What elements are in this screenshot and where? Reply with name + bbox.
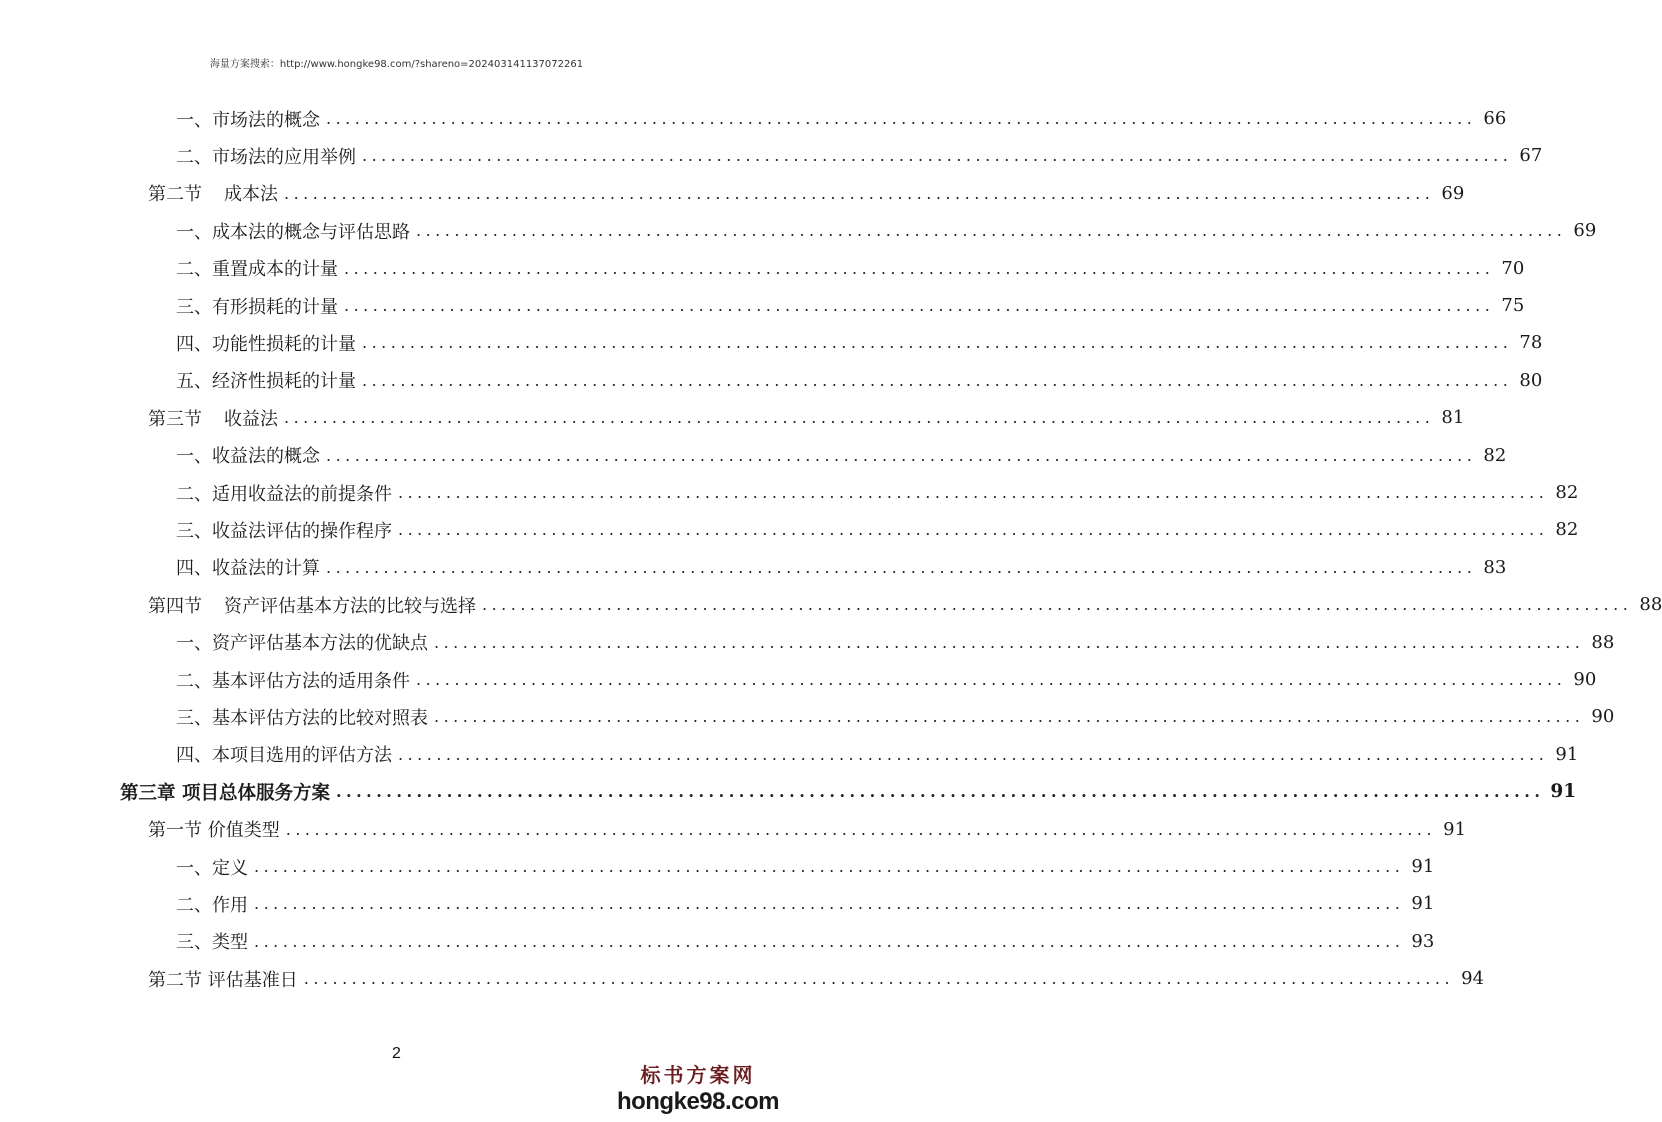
- toc-page-number: 94: [1461, 968, 1485, 990]
- toc-entry[interactable]: [176, 511, 1579, 548]
- toc-entry-title: [148, 592, 480, 618]
- toc-page-number: 90: [1591, 706, 1615, 728]
- toc-entry[interactable]: [176, 698, 1615, 735]
- toc-entry-title: 四、本项目选用的评估方法: [176, 745, 392, 767]
- toc-leader-dots: ........................................................................................................................: [326, 445, 1477, 465]
- toc-entry-title: 二、作用: [176, 894, 248, 916]
- toc-entry-title: 二、重置成本的计量: [176, 259, 338, 281]
- toc-entry[interactable]: [176, 212, 1597, 249]
- toc-leader-dots: ........................................................................................................................: [398, 744, 1549, 764]
- toc-leader-dots: ........................................................................................................................: [344, 258, 1495, 278]
- toc-leader-dots: ........................................................................................................................: [434, 632, 1585, 652]
- toc-entry-title: 一、市场法的概念: [176, 109, 320, 131]
- toc-entry-title: 第三章 项目总体服务方案: [120, 782, 330, 804]
- toc-page-number: 91: [1411, 893, 1435, 915]
- toc-page-number: 78: [1519, 332, 1543, 354]
- toc-entry-title: 三、有形损耗的计量: [176, 296, 338, 318]
- toc-entry[interactable]: [176, 624, 1615, 661]
- toc-page-number: 88: [1591, 631, 1615, 653]
- toc-entry[interactable]: [176, 287, 1525, 324]
- toc-entry[interactable]: [176, 549, 1507, 586]
- toc-entry[interactable]: [176, 250, 1525, 287]
- toc-page-number: 88: [1639, 594, 1662, 616]
- toc-leader-dots: ........................................................................................................................: [285, 819, 1437, 839]
- toc-entry-title: [148, 180, 282, 206]
- toc-leader-dots: ........................................................................................................................: [254, 894, 1405, 914]
- toc-leader-dots: ........................................................................................................................: [326, 109, 1477, 128]
- toc-entry[interactable]: [176, 923, 1435, 960]
- toc-page-number: 91: [1550, 781, 1577, 803]
- toc-page-number: 81: [1441, 407, 1465, 429]
- toc-entry[interactable]: [176, 362, 1543, 399]
- toc-entry[interactable]: [148, 175, 1465, 212]
- toc-entry[interactable]: [148, 811, 1467, 848]
- toc-entry[interactable]: [176, 848, 1435, 885]
- toc-leader-dots: ........................................................................................................................: [344, 296, 1495, 315]
- toc-leader-dots: ........................................................................................................................: [398, 520, 1549, 540]
- toc-entry[interactable]: [148, 586, 1662, 623]
- toc-entry-title: 五、经济性损耗的计量: [176, 371, 356, 393]
- toc-leader-dots: ........................................................................................................................: [362, 370, 1513, 390]
- toc-leader-dots: ........................................................................................................................: [254, 931, 1405, 951]
- toc-entry-title: 三、基本评估方法的比较对照表: [176, 707, 428, 729]
- toc-page-number: 69: [1441, 182, 1465, 204]
- toc-entry-title: 一、资产评估基本方法的优缺点: [176, 633, 428, 655]
- toc-page-number: 70: [1501, 257, 1525, 279]
- toc-page-number: 82: [1555, 519, 1579, 541]
- watermark-logo: [617, 1059, 779, 1116]
- toc-leader-dots: ........................................................................................................................: [303, 969, 1455, 989]
- toc-entry[interactable]: [176, 661, 1597, 698]
- toc-entry-title: 二、基本评估方法的适用条件: [176, 670, 410, 692]
- toc-page-number: 83: [1483, 556, 1507, 578]
- toc-entry-title: 一、定义: [176, 857, 248, 879]
- toc-page-number: 93: [1411, 930, 1435, 952]
- toc-entry[interactable]: [176, 324, 1543, 361]
- toc-entry-title: 三、收益法评估的操作程序: [176, 520, 392, 542]
- toc-leader-dots: ........................................................................................................................: [254, 857, 1405, 876]
- watermark-cn: 标书方案网: [640, 1063, 756, 1087]
- toc-entry[interactable]: [176, 474, 1579, 511]
- toc-entry-title: 四、收益法的计算: [176, 558, 320, 580]
- toc-section-number: 第二节: [148, 184, 202, 206]
- toc-page-number: 67: [1519, 145, 1543, 167]
- toc-section-name: 收益法: [224, 408, 278, 430]
- toc-entry-title: 第一节 价值类型: [148, 820, 280, 842]
- toc-leader-dots: ........................................................................................................................: [326, 557, 1477, 577]
- toc-page-number: 91: [1443, 818, 1467, 840]
- toc-page-number: 82: [1555, 482, 1579, 503]
- watermark-en: hongke98.com: [616, 1088, 779, 1115]
- toc-leader-dots: ........................................................................................................................: [362, 333, 1513, 353]
- toc-section-number: 第三节: [148, 408, 202, 430]
- toc-entry[interactable]: [176, 437, 1507, 474]
- toc-page-number: 90: [1573, 669, 1597, 690]
- toc-entry[interactable]: [176, 736, 1579, 773]
- toc-entry-title: 一、成本法的概念与评估思路: [176, 221, 410, 243]
- toc-page-number: 91: [1411, 856, 1435, 877]
- toc-entry[interactable]: [176, 885, 1435, 922]
- toc-section-number: 第四节: [148, 595, 202, 617]
- toc-page-number: 80: [1519, 369, 1543, 391]
- toc-page-number: 82: [1483, 444, 1507, 466]
- toc-leader-dots: ........................................................................................................................: [284, 183, 1435, 203]
- toc-entry-title: 二、市场法的应用举例: [176, 146, 356, 168]
- toc-leader-dots: ........................................................................................................................: [434, 707, 1585, 727]
- toc-leader-dots: ........................................................................................................................: [482, 595, 1633, 615]
- toc-entry-title: 一、收益法的概念: [176, 446, 320, 468]
- toc-entry[interactable]: [148, 960, 1485, 997]
- toc-entry[interactable]: [120, 773, 1577, 810]
- toc-page-number: 69: [1573, 220, 1597, 242]
- toc-leader-dots: ........................................................................................................................: [362, 146, 1513, 166]
- toc-entry-title: [148, 405, 282, 431]
- toc-entry-title: 二、适用收益法的前提条件: [176, 483, 392, 505]
- toc-entry[interactable]: [176, 137, 1543, 174]
- toc-leader-dots: ........................................................................................................................: [398, 483, 1549, 502]
- toc-leader-dots: ........................................................................................................................: [335, 782, 1545, 802]
- toc-page-number: 75: [1501, 295, 1525, 316]
- toc-page-number: 66: [1483, 108, 1507, 129]
- toc-leader-dots: ........................................................................................................................: [284, 408, 1435, 428]
- toc-entry-title: 四、功能性损耗的计量: [176, 333, 356, 355]
- toc-section-name: 成本法: [224, 184, 278, 206]
- toc-entry-title: 第二节 评估基准日: [148, 969, 298, 991]
- toc-section-name: 资产评估基本方法的比较与选择: [224, 595, 476, 617]
- toc-page-number: 91: [1555, 743, 1579, 765]
- header-search-url: 海量方案搜索：http://www.hongke98.com/?shareno=20240314113707226​1: [209, 59, 584, 70]
- page-number: 2: [392, 1045, 401, 1062]
- toc-leader-dots: ........................................................................................................................: [416, 221, 1567, 241]
- toc-entry-title: 三、类型: [176, 932, 248, 954]
- toc-leader-dots: ........................................................................................................................: [416, 670, 1567, 689]
- toc-entry[interactable]: [148, 399, 1465, 436]
- toc-entry[interactable]: [176, 100, 1507, 137]
